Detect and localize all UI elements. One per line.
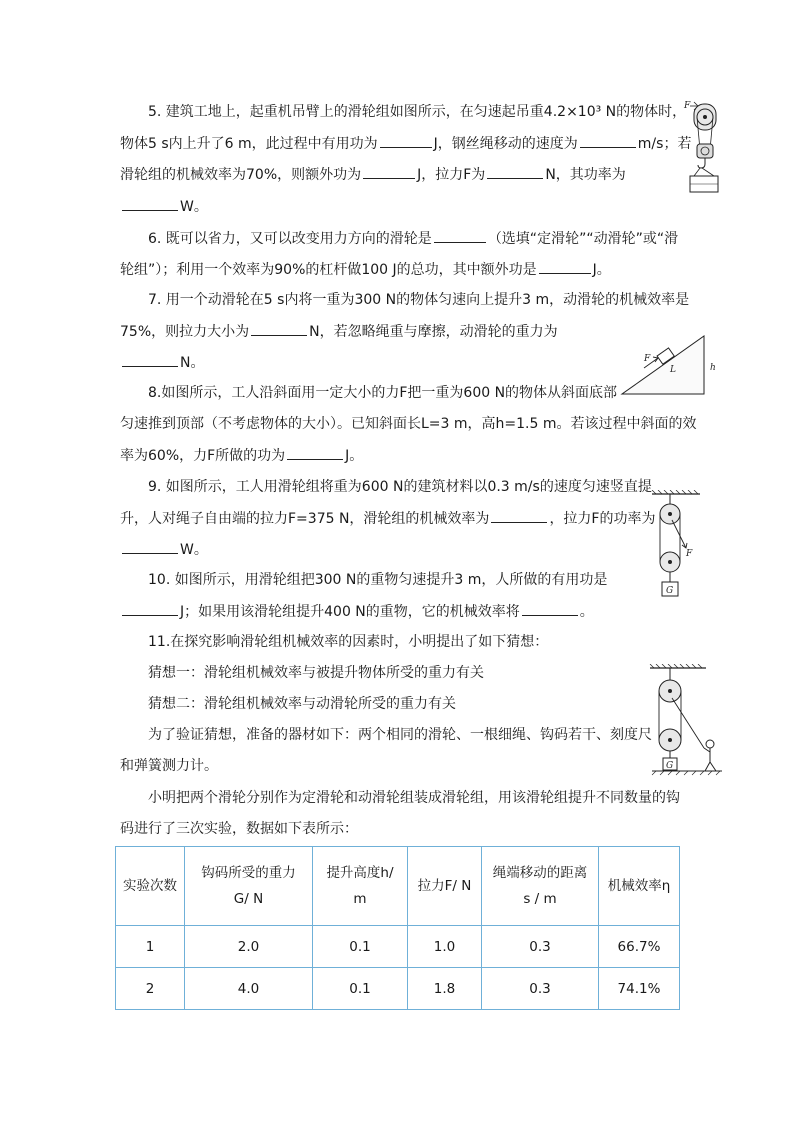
- q9-weight-label: G: [666, 586, 674, 596]
- incline-length-label: L: [670, 365, 676, 375]
- q9-blank-efficiency[interactable]: [491, 508, 547, 523]
- q5-blank-force[interactable]: [487, 164, 543, 179]
- crane-force-label: F: [684, 101, 691, 111]
- incline-force-label: F: [644, 354, 651, 364]
- crane-pulley-figure: [680, 98, 724, 194]
- table-header-efficiency: 机械效率η: [599, 847, 680, 926]
- q7-line3: N。: [120, 352, 204, 373]
- q7-line2: 75%，则拉力大小为 N，若忽略绳重与摩擦，动滑轮的重力为: [120, 321, 558, 342]
- q9-line2: 升，人对绳子自由端的拉力F=375 N，滑轮组的机械效率为 ，拉力F的功率为: [120, 508, 656, 529]
- q6-blank-extra-work[interactable]: [539, 259, 591, 274]
- experiment-data-table: [115, 846, 680, 1010]
- q11-line4: 为了验证猜想，准备的器材如下：两个相同的滑轮、一根细绳、钩码若干、刻度尺: [148, 727, 652, 743]
- q5-line4: W。: [120, 196, 208, 217]
- q10-line1: 10. 如图所示，用滑轮组把300 N的重物匀速提升3 m，人所做的有用功是: [148, 572, 608, 588]
- q6-line1: 6. 既可以省力，又可以改变用力方向的滑轮是 （选填“定滑轮”“动滑轮”或“滑: [148, 228, 678, 249]
- q11-guess2: 猜想二：滑轮组机械效率与动滑轮所受的重力有关: [148, 696, 456, 712]
- q7-blank-pulley-weight[interactable]: [122, 352, 178, 367]
- q5-line2: 物体5 s内上升了6 m，此过程中有用功为 J，钢丝绳移动的速度为 m/s；若: [120, 133, 691, 154]
- table-cell: 1: [116, 926, 185, 968]
- q5-line1: 5. 建筑工地上，起重机吊臂上的滑轮组如图所示，在匀速起吊重4.2×10³ N的物体时，: [148, 104, 687, 120]
- table-header-distance: 绳端移动的距离 s / m: [482, 847, 599, 926]
- q7-line1: 7. 用一个动滑轮在5 s内将一重为300 N的物体匀速向上提升3 m，动滑轮的机械效率是: [148, 292, 690, 308]
- q9-line3: W。: [120, 539, 208, 560]
- table-header-weight: 钩码所受的重力 G/ N: [185, 847, 313, 926]
- table-row: [116, 926, 680, 968]
- q10-line2: J；如果用该滑轮组提升400 N的重物，它的机械效率将 。: [120, 601, 594, 622]
- table-cell: 2.0: [185, 926, 313, 968]
- table-cell: 4.0: [185, 968, 313, 1010]
- q9-force-label: F: [686, 549, 693, 559]
- table-header-trial: 实验次数: [116, 847, 185, 926]
- q11-line6: 小明把两个滑轮分别作为定滑轮和动滑轮组装成滑轮组，用该滑轮组提升不同数量的钩: [148, 790, 680, 806]
- q11-guess1: 猜想一：滑轮组机械效率与被提升物体所受的重力有关: [148, 665, 484, 681]
- q5-line3: 滑轮组的机械效率为70%，则额外功为 J，拉力F为 N，其功率为: [120, 164, 626, 185]
- q5-blank-power[interactable]: [122, 196, 178, 211]
- q8-line2: 匀速推到顶部（不考虑物体的大小）。已知斜面长L=3 m，高h=1.5 m。若该过程中斜面的效: [120, 416, 697, 432]
- table-cell: 74.1%: [599, 968, 680, 1010]
- q6-line2: 轮组”）；利用一个效率为90%的杠杆做100 J的总功，其中额外功是 J。: [120, 259, 611, 280]
- table-row: [116, 968, 680, 1010]
- q7-blank-force[interactable]: [251, 321, 307, 336]
- table-cell: 1.0: [408, 926, 482, 968]
- table-cell: 2: [116, 968, 185, 1010]
- incline-height-label: h: [710, 363, 716, 373]
- q8-blank-work[interactable]: [287, 445, 343, 460]
- table-cell: 0.3: [482, 968, 599, 1010]
- q5-blank-rope-speed[interactable]: [580, 133, 636, 148]
- table-header-force: 拉力F/ N: [408, 847, 482, 926]
- table-cell: 0.1: [313, 926, 408, 968]
- q11-weight-label: G: [666, 761, 674, 771]
- table-header-height: 提升高度h/ m: [313, 847, 408, 926]
- q11-line5: 和弹簧测力计。: [120, 758, 218, 774]
- incline-figure: [620, 334, 724, 396]
- q5-blank-useful-work[interactable]: [380, 133, 432, 148]
- q11-line1: 11.在探究影响滑轮组机械效率的因素时，小明提出了如下猜想：: [148, 634, 549, 650]
- q8-line1: 8.如图所示，工人沿斜面用一定大小的力F把一重为600 N的物体从斜面底部: [148, 385, 618, 401]
- q8-line3: 率为60%，力F所做的功为 J。: [120, 445, 363, 466]
- q11-pulley-figure: [646, 664, 726, 776]
- q10-blank-useful-work[interactable]: [122, 601, 178, 616]
- q10-blank-efficiency-change[interactable]: [522, 601, 578, 616]
- q9-line1: 9. 如图所示，工人用滑轮组将重为600 N的建筑材料以0.3 m/s的速度匀速竖直提: [148, 479, 652, 495]
- table-cell: 0.1: [313, 968, 408, 1010]
- table-cell: 1.8: [408, 968, 482, 1010]
- q9-pulley-figure: [648, 490, 704, 598]
- q9-blank-power[interactable]: [122, 539, 178, 554]
- q11-line7: 码进行了三次实验，数据如下表所示：: [120, 821, 358, 837]
- q6-blank-pulley-type[interactable]: [434, 228, 486, 243]
- table-cell: 66.7%: [599, 926, 680, 968]
- table-cell: 0.3: [482, 926, 599, 968]
- table-header-row: [116, 847, 680, 926]
- q5-blank-extra-work[interactable]: [363, 164, 415, 179]
